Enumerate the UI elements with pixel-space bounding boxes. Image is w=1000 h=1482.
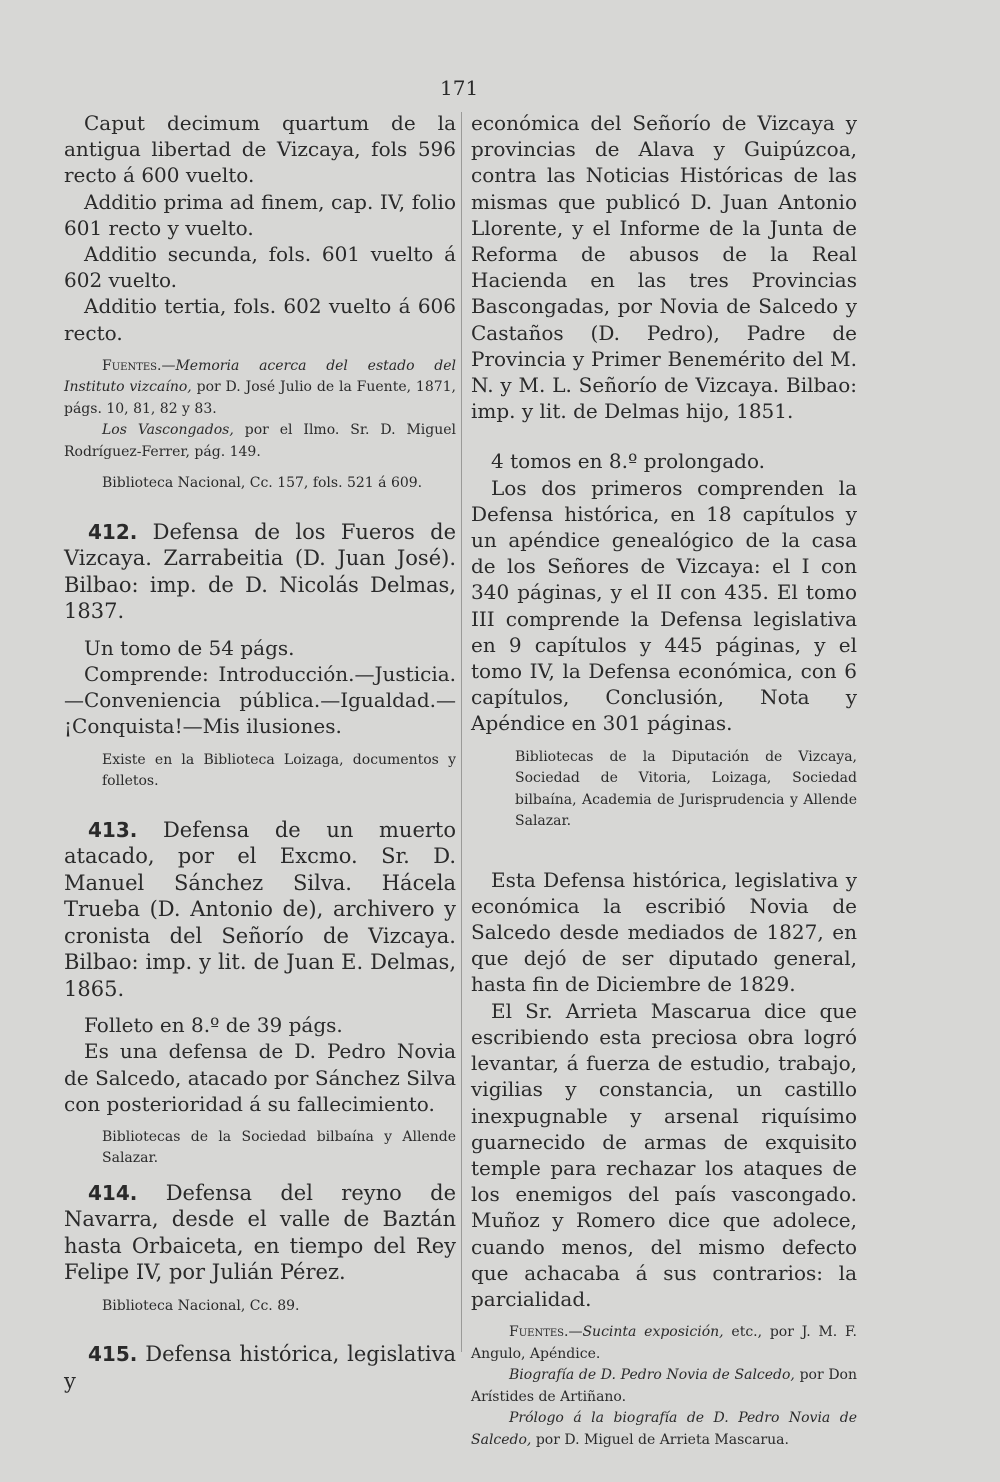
dash: —	[568, 1324, 583, 1341]
entry-title: Defensa de los Fueros de Vizcaya. Zarrabeitia (D. Juan José). Bilbao: imp. de D. Nicolás Delmas, 1837.	[64, 519, 456, 624]
dash: —	[161, 357, 176, 374]
entry-number: 412.	[88, 519, 138, 544]
library-note: Bibliotecas de la Sociedad bilbaína y Allende Salazar.	[102, 1128, 456, 1167]
source-title: Prólogo á la biografía de D. Pedro Novia de Salcedo,	[471, 1410, 857, 1448]
paragraph: Caput decimum quartum de la antigua libertad de Vizcaya, fols 596 recto á 600 vuelto.	[64, 111, 456, 188]
paragraph: El Sr. Arrieta Mascarua dice que escribiendo esta preciosa obra logró levantar, á fuerza de estudio, trabajo, vigilias y constancia, un castillo inexpugnable y arsenal riquísimo guarnecido de armas de exquisito temple para rechazar los ataques de los enemigos del país vascongado. Muñoz y Romero dice que adolece, cuando menos, del mismo defecto que achacaba á sus contrarios: la parcialidad.	[471, 998, 857, 1311]
left-column	[64, 110, 456, 1394]
paragraph: Comprende: Introducción.—Justicia.—Conveniencia pública.—Igualdad.—¡Conquista!—Mis ilusiones.	[64, 662, 456, 739]
source-details: por Don Arístides de Artiñano.	[471, 1367, 857, 1405]
sources-note	[471, 1365, 857, 1408]
entry-412-heading	[64, 519, 456, 625]
library-note: Biblioteca Nacional, Cc. 89.	[102, 1297, 300, 1314]
entry-415-heading	[64, 1341, 456, 1394]
entry-number: 415.	[88, 1342, 138, 1367]
paragraph: Es una defensa de D. Pedro Novia de Salcedo, atacado por Sánchez Silva con posterioridad á su fallecimiento.	[64, 1039, 456, 1116]
entry-title: Defensa del reyno de Navarra, desde el valle de Baztán hasta Orbaiceta, en tiempo del Rey Felipe IV, por Julián Pérez.	[64, 1180, 456, 1285]
paragraph: Esta Defensa histórica, legislativa y económica la escribió Novia de Salcedo desde mediados de 1827, en que dejó de ser diputado general, hasta fin de Diciembre de 1829.	[471, 867, 857, 997]
source-title: Los Vascongados,	[102, 422, 234, 439]
sources-note	[64, 356, 456, 421]
source-details: por el Ilmo. Sr. D. Miguel Rodríguez-Ferrer, pág. 149.	[64, 422, 456, 460]
entry-number: 414.	[88, 1180, 138, 1205]
paragraph: Un tomo de 54 págs.	[84, 635, 295, 660]
column-divider	[461, 112, 462, 1352]
paragraph: Additio tertia, fols. 602 vuelto á 606 recto.	[64, 294, 456, 345]
source-details: por D. Miguel de Arrieta Mascarua.	[531, 1431, 789, 1448]
page-number: 171	[440, 76, 479, 100]
entry-title: Defensa de un muerto atacado, por el Excmo. Sr. D. Manuel Sánchez Silva. Hácela Trueba (D. Antonio de), archivero y cronista del Señorío de Vizcaya. Bilbao: imp. y lit. de Juan E. Delmas, 1865.	[64, 817, 456, 1001]
right-column	[471, 110, 857, 1451]
paragraph: Additio prima ad finem, cap. IV, folio 601 recto y vuelto.	[64, 189, 456, 240]
source-title: Sucinta exposición,	[582, 1324, 724, 1341]
source-title: Biografía de D. Pedro Novia de Salcedo,	[509, 1367, 795, 1384]
source-details: por D. José Julio de la Fuente, 1871, págs. 10, 81, 82 y 83.	[64, 379, 456, 417]
library-note: Biblioteca Nacional, Cc. 157, fols. 521 á 609.	[102, 475, 423, 492]
sources-label: Fuentes.	[509, 1324, 569, 1341]
library-note: Bibliotecas de la Diputación de Vizcaya, Sociedad de Vitoria, Loizaga, Sociedad bilbaína, Academia de Jurisprudencia y Allende Salazar.	[515, 748, 857, 830]
sources-note	[471, 1322, 857, 1365]
paragraph: Additio secunda, fols. 601 vuelto á 602 vuelto.	[64, 242, 456, 293]
sources-label: Fuentes.	[102, 357, 162, 374]
entry-number: 413.	[88, 817, 138, 842]
paragraph: Los dos primeros comprenden la Defensa histórica, en 18 capítulos y un apéndice genealógico de la casa de los Señores de Vizcaya: el I con 340 páginas, y el II con 435. El tomo III comprende la Defensa legislativa en 9 capítulos y 445 páginas, y el tomo IV, la Defensa económica, con 6 capítulos, Conclusión, Nota y Apéndice en 301 páginas.	[471, 475, 857, 736]
library-note: Existe en la Biblioteca Loizaga, documentos y folletos.	[102, 751, 456, 790]
paragraph: 4 tomos en 8.º prolongado.	[491, 449, 766, 474]
entry-413-heading	[64, 817, 456, 1003]
entry-title: Defensa histórica, legislativa y	[64, 1342, 456, 1393]
sources-note	[471, 1408, 857, 1451]
paragraph: económica del Señorío de Vizcaya y provincias de Alava y Guipúzcoa, contra las Noticias Históricas de las mismas que publicó D. Juan Antonio Llorente, y el Informe de la Junta de Reforma de abusos de la Real Hacienda en las tres Provincias Bascongadas, por Novia de Salcedo y Castaños (D. Pedro), Padre de Provincia y Primer Benemérito del M. N. y M. L. Señorío de Vizcaya. Bilbao: imp. y lit. de Delmas hijo, 1851.	[471, 111, 857, 424]
source-title: Memoria acerca del estado del Instituto vizcaíno,	[64, 357, 456, 396]
source-details: etc., por J. M. F. Angulo, Apéndice.	[471, 1324, 858, 1362]
paragraph: Folleto en 8.º de 39 págs.	[84, 1013, 343, 1038]
sources-note	[64, 420, 456, 463]
entry-414-heading	[64, 1180, 456, 1286]
